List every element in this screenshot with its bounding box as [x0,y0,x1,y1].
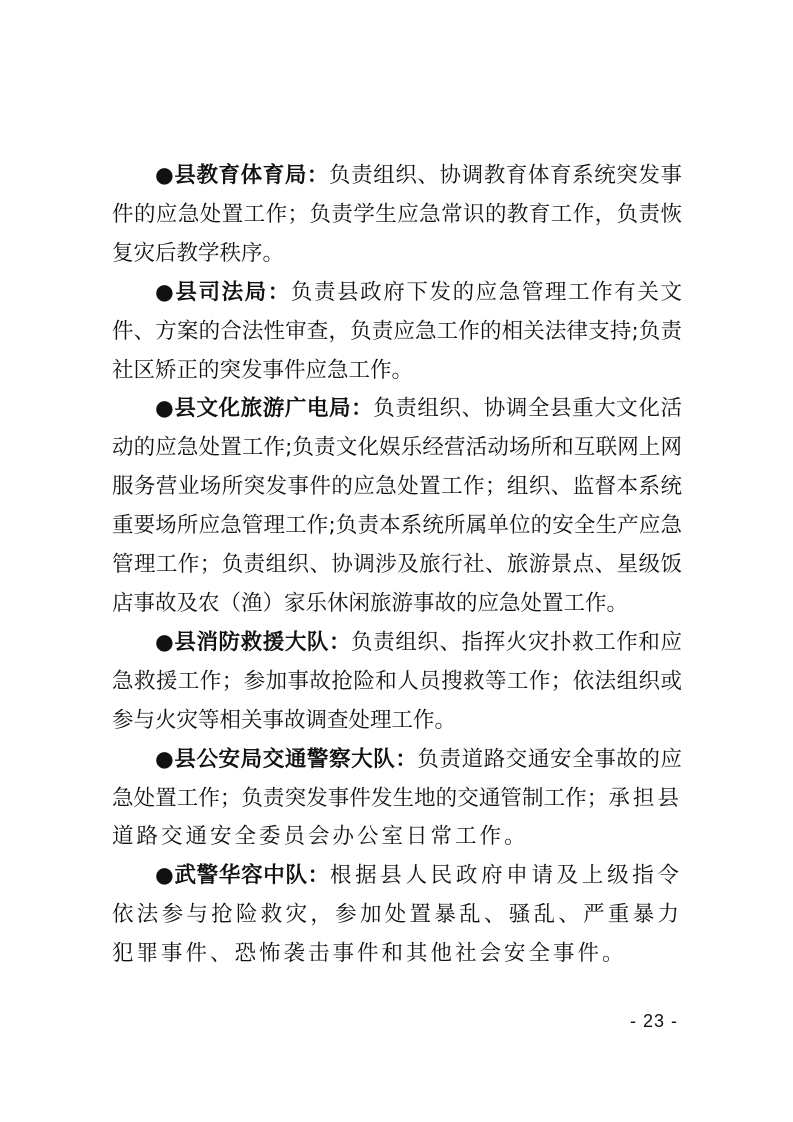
paragraph-text: 负责组织、协调教育体育系统突发事件的应急处置工作；负责学生应急常识的教育工作，负责恢复灾后教学秩序。 [112,163,682,266]
paragraph-text: 负责组织、协调全县重大文化活动的应急处置工作;负责文化娱乐经营活动场所和互联网上网服务营业场所突发事件的应急处置工作；组织、监督本系统重要场所应急管理工作;负责本系统所属单位的安全生产应急管理工作；负责组织、协调涉及旅行社、旅游景点、星级饭店事故及农（渔）家乐休闲旅游事故的应急处置工作。 [112,396,682,616]
page-number: - 23 - [630,1011,679,1031]
paragraph-text-serif: 根据县人民政府申请及上级指令依法参与抢险救灾，参加处置暴乱、骚乱、严重暴力犯罪事件、恐怖袭击事件和其他社会安全事件。 [112,863,682,967]
paragraph-text: 负责县政府下发的应急管理工作有关文件、方案的合法性审查，负责应急工作的相关法律支持;负责社区矫正的突发事件应急工作。 [112,279,682,383]
paragraph-term: ●武警华容中队： [155,863,330,889]
paragraph-fire-rescue [112,624,682,741]
paragraph-term: ●县司法局： [155,279,291,305]
paragraph-text-serif: 承担县道路交通安全委员会办公室日常工作。 [112,785,682,850]
paragraph-term: ●县消防救援大队： [155,629,352,655]
paragraph-education-sports [112,157,682,274]
paragraph-term: ●县教育体育局： [155,163,330,188]
paragraph-text: 负责道路交通安全事故的应急处置工作；负责突发事件发生地的交通管制工作； [112,746,682,811]
paragraph-justice [112,274,682,391]
paragraph-traffic-police [112,741,682,858]
paragraph-term: ●县公安局交通警察大队： [155,746,418,772]
paragraph-culture-tourism [112,390,682,623]
paragraph-term: ●县文化旅游广电局： [155,396,374,422]
paragraph-text: 负责组织、指挥火灾扑救工作和应急救援工作；参加事故抢险和人员搜救等工作；依法组织或参与火灾等相关事故调查处理工作。 [112,629,682,733]
paragraph-armed-police [112,857,682,974]
body-text [112,157,682,974]
